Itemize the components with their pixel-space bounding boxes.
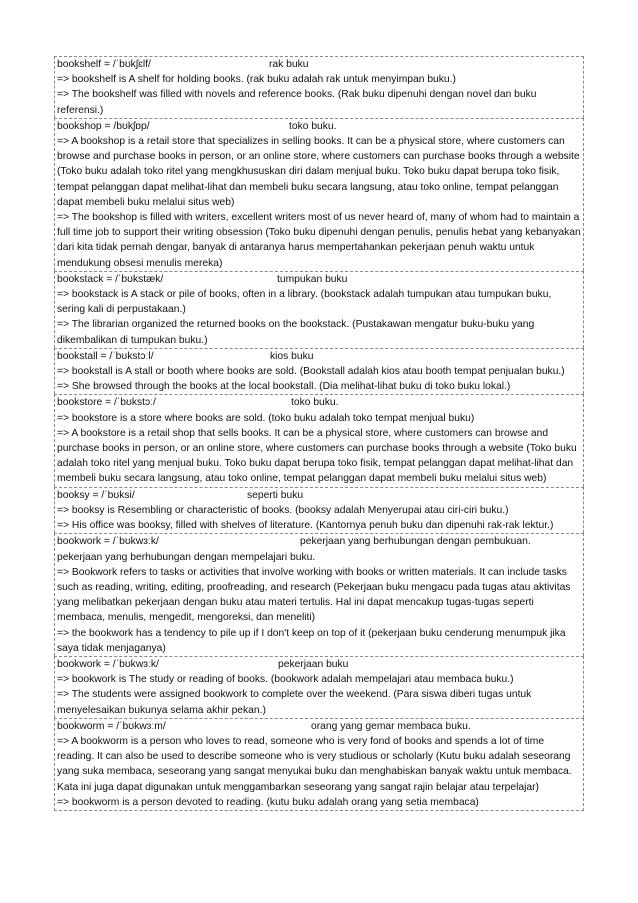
entry-translation: pekerjaan buku — [278, 658, 349, 670]
entry-line: => bookworm is a person devoted to reading. (kutu buku adalah orang yang setia membaca) — [57, 796, 479, 808]
entry-line: => bookstall is A stall or booth where books are sold. (Bookstall adalah kios atau booth tempat penjualan buku.) — [57, 366, 565, 378]
entry-line: => Bookwork refers to tasks or activities that involve working with books or written materials. It can include tasks such as reading, writing, editing, proofreading, and research (Pekerjaan buku mengacu pada tugas atau aktivitas yang melibatkan pekerjaan dengan buku atau materi tertulis. Hal ini dapat mencakup tugas-tugas seperti membaca, menulis, mengedit, mengoreksi, dan meneliti) — [57, 566, 571, 624]
entry-head — [57, 657, 582, 672]
entry-translation: pekerjaan yang berhubungan dengan pembukuan. — [300, 536, 531, 548]
entry-translation: seperti buku — [247, 489, 304, 501]
entry-translation: rak buku — [269, 59, 309, 70]
entry-line: => the bookwork has a tendency to pile up if I don't keep on top of it (pekerjaan buku cenderung menumpuk jika saya tidak menjaganya) — [57, 627, 566, 654]
entry-line: => bookstore is a store where books are sold. (toko buku adalah toko tempat menjual buku) — [57, 412, 475, 424]
entry-translation: toko buku. — [291, 397, 339, 409]
entry-bookshelf — [54, 56, 584, 118]
entry-word: booksy = /ˈbʊksi/ — [57, 489, 135, 501]
entry-translation: tumpukan buku — [277, 273, 348, 285]
entry-head — [57, 719, 582, 734]
entry-line: => A bookworm is a person who loves to read, someone who is very fond of books and spends a lot of time reading. It can also be used to describe someone who is very studious or scholarly (Kutu buku adalah seseorang yang suka membaca, seseorang yang sangat menyukai buku dan menghabiskan banyak waktu untuk membaca. Kata ini juga dapat digunakan untuk menggambarkan seseorang yang sangat rajin belajar atau terpelajar) — [57, 735, 572, 793]
entry-word: bookwork = /ˈbʊkwɜːk/ — [57, 536, 159, 548]
entry-word: bookworm = /ˈbʊkwɜːm/ — [57, 720, 166, 732]
entry-head — [57, 349, 582, 364]
entry-head — [57, 534, 582, 549]
entry-line: => The students were assigned bookwork to complete over the weekend. (Para siswa diberi tugas untuk menyelesaikan bukunya selama akhir pekan.) — [57, 689, 532, 716]
entry-translation: kios buku — [270, 350, 314, 362]
entry-line: => booksy is Resembling or characteristic of books. (booksy adalah Menyerupai atau ciri-ciri buku.) — [57, 504, 509, 516]
entry-line: pekerjaan yang berhubungan dengan mempelajari buku. — [57, 551, 316, 563]
entry-bookwork-1 — [54, 533, 584, 656]
entry-head — [57, 488, 582, 503]
entry-translation: orang yang gemar membaca buku. — [311, 720, 471, 732]
entry-booksy — [54, 487, 584, 534]
entry-word: bookwork = /ˈbʊkwɜːk/ — [57, 658, 159, 670]
entry-head — [57, 119, 582, 134]
entry-line: => The bookshelf was filled with novels and reference books. (Rak buku dipenuhi dengan novel dan buku referensi.) — [57, 89, 537, 116]
entry-head — [57, 395, 582, 410]
entry-word: bookstall = /ˈbʊkstɔːl/ — [57, 350, 154, 362]
entry-word: bookstack = /ˈbʊkstæk/ — [57, 273, 164, 285]
entry-line: => She browsed through the books at the local bookstall. (Dia melihat-lihat buku di toko buku lokal.) — [57, 381, 511, 393]
entry-word: bookshelf = /ˈbʊkʃɛlf/ — [57, 59, 151, 70]
entry-bookshop — [54, 118, 584, 271]
entry-translation: toko buku. — [289, 120, 337, 132]
entry-line: => The librarian organized the returned books on the bookstack. (Pustakawan mengatur buku-buku yang dikembalikan di tumpukan buku.) — [57, 319, 535, 346]
entry-line: => His office was booksy, filled with shelves of literature. (Kantornya penuh buku dan dipenuhi rak-rak lektur.) — [57, 520, 554, 532]
glossary-page — [54, 56, 584, 811]
entry-bookstall — [54, 348, 584, 395]
entry-line: => bookstack is A stack or pile of books, often in a library. (bookstack adalah tumpukan atau tumpukan buku, sering kali di perpustakaan.) — [57, 289, 552, 316]
entry-word: bookstore = /ˈbʊkstɔː/ — [57, 397, 156, 409]
entry-head — [57, 272, 582, 287]
entry-bookworm — [54, 718, 584, 811]
entry-bookwork-2 — [54, 656, 584, 718]
entry-bookstore — [54, 394, 584, 486]
entry-bookstack — [54, 271, 584, 348]
entry-line: => A bookshop is a retail store that specializes in selling books. It can be a physical store, where customers can browse and purchase books in person, or an online store, where customers can purchase books through a website (Toko buku adalah toko ritel yang mengkhususkan diri dalam menjual buku. Toko buku dapat berupa toko fisik, tempat pelanggan dapat melihat-lihat dan membeli buku secara langsung, atau toko online, tempat pelanggan dapat membeli buku melalui situs web) — [57, 136, 580, 208]
entry-word: bookshop = /bʊkʃɒp/ — [57, 120, 150, 132]
entry-line: => bookwork is The study or reading of books. (bookwork adalah mempelajari atau membaca buku.) — [57, 674, 514, 686]
entry-head — [57, 57, 582, 72]
entry-line: => The bookshop is filled with writers, excellent writers most of us never heard of, many of whom had to maintain a full time job to support their writing obsession (Toko buku dipenuhi dengan penulis, penulis hebat yang kebanyakan dari kita tidak pernah dengar, banyak di antaranya harus mempertahankan pekerjaan penuh waktu untuk mendukung obsesi menulis mereka) — [57, 212, 581, 269]
entry-line: => A bookstore is a retail shop that sells books. It can be a physical store, where customers can browse and purchase books in person, or an online store, where customers can purchase books through a website (Toko buku adalah toko ritel yang menjual buku. Toko buku dapat berupa toko fisik, tempat pelanggan dapat melihat-lihat dan membeli buku secara langsung, atau toko online, tempat pelanggan dapat membeli buku melalui situs web) — [57, 427, 577, 485]
entry-line: => bookshelf is A shelf for holding books. (rak buku adalah rak untuk menyimpan buku.) — [57, 74, 456, 86]
